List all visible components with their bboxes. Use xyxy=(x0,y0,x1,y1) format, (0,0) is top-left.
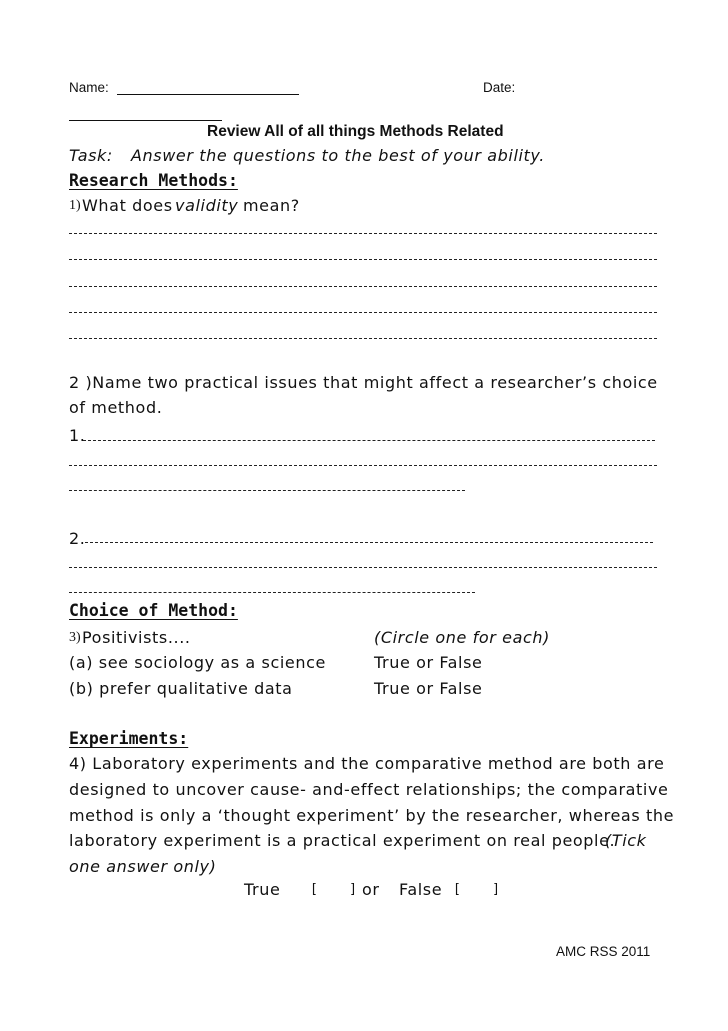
q3a-options[interactable]: True or False xyxy=(374,653,483,672)
q1-answer-line[interactable] xyxy=(69,338,657,339)
worksheet-title: Review All of all things Methods Related xyxy=(207,123,504,140)
q1-text-validity: validity xyxy=(175,196,239,215)
date-blank-line xyxy=(69,120,222,121)
q2-item1-answer-line[interactable] xyxy=(69,490,465,491)
name-blank-line xyxy=(117,94,299,95)
q3-instruction: (Circle one for each) xyxy=(374,628,550,647)
q4-false-tickbox[interactable]: [ ] xyxy=(453,882,500,897)
date-label: Date: xyxy=(483,80,516,95)
research-methods-heading: Research Methods: xyxy=(69,171,238,190)
q1-number: 1) xyxy=(69,198,81,213)
task-label: Task: xyxy=(69,146,113,165)
q4-text-line1: 4) Laboratory experiments and the comparative method are both are xyxy=(69,754,665,773)
task-text: Answer the questions to the best of your ability. xyxy=(131,146,545,165)
q4-text-line2: designed to uncover cause- and-effect relationships; the comparative xyxy=(69,780,669,799)
q1-answer-line[interactable] xyxy=(69,312,657,313)
q4-text-line4: laboratory experiment is a practical experiment on real people. xyxy=(69,831,616,850)
q4-text-line5: one answer only) xyxy=(69,857,217,876)
q2-item1-number: 1. xyxy=(69,426,86,445)
q1-text-start: What does xyxy=(82,196,173,215)
q1-answer-line[interactable] xyxy=(69,259,657,260)
name-label: Name: xyxy=(69,80,109,95)
q4-or-label: or xyxy=(362,880,380,899)
footer-credit: AMC RSS 2011 xyxy=(556,944,651,959)
q2-item1-answer-line[interactable] xyxy=(83,440,655,441)
q2-text-line2: of method. xyxy=(69,398,163,417)
q1-text-end: mean? xyxy=(243,196,300,215)
q3-number: 3) xyxy=(69,630,81,645)
q3a-text: (a) see sociology as a science xyxy=(69,653,326,672)
q2-item2-number: 2. xyxy=(69,529,86,548)
choice-of-method-heading: Choice of Method: xyxy=(69,601,238,620)
q3b-options[interactable]: True or False xyxy=(374,679,483,698)
q1-answer-line[interactable] xyxy=(69,233,657,234)
experiments-heading: Experiments: xyxy=(69,729,189,748)
q4-false-label: False xyxy=(399,880,443,899)
q1-answer-line[interactable] xyxy=(69,286,657,287)
q3-text: Positivists.... xyxy=(82,628,191,647)
q4-true-tickbox[interactable]: [ ] xyxy=(310,882,357,897)
q3b-text: (b) prefer qualitative data xyxy=(69,679,293,698)
q2-text-line1: 2 )Name two practical issues that might affect a researcher’s choice xyxy=(69,373,658,392)
q2-item1-answer-line[interactable] xyxy=(69,465,657,466)
q2-item2-answer-line[interactable] xyxy=(85,542,653,543)
q2-item2-answer-line[interactable] xyxy=(69,592,475,593)
q2-item2-answer-line[interactable] xyxy=(69,567,657,568)
q4-true-label: True xyxy=(244,880,281,899)
q4-text-line3: method is only a ‘thought experiment’ by the researcher, whereas the xyxy=(69,806,675,825)
q4-tick-instruction: (Tick xyxy=(605,831,647,850)
